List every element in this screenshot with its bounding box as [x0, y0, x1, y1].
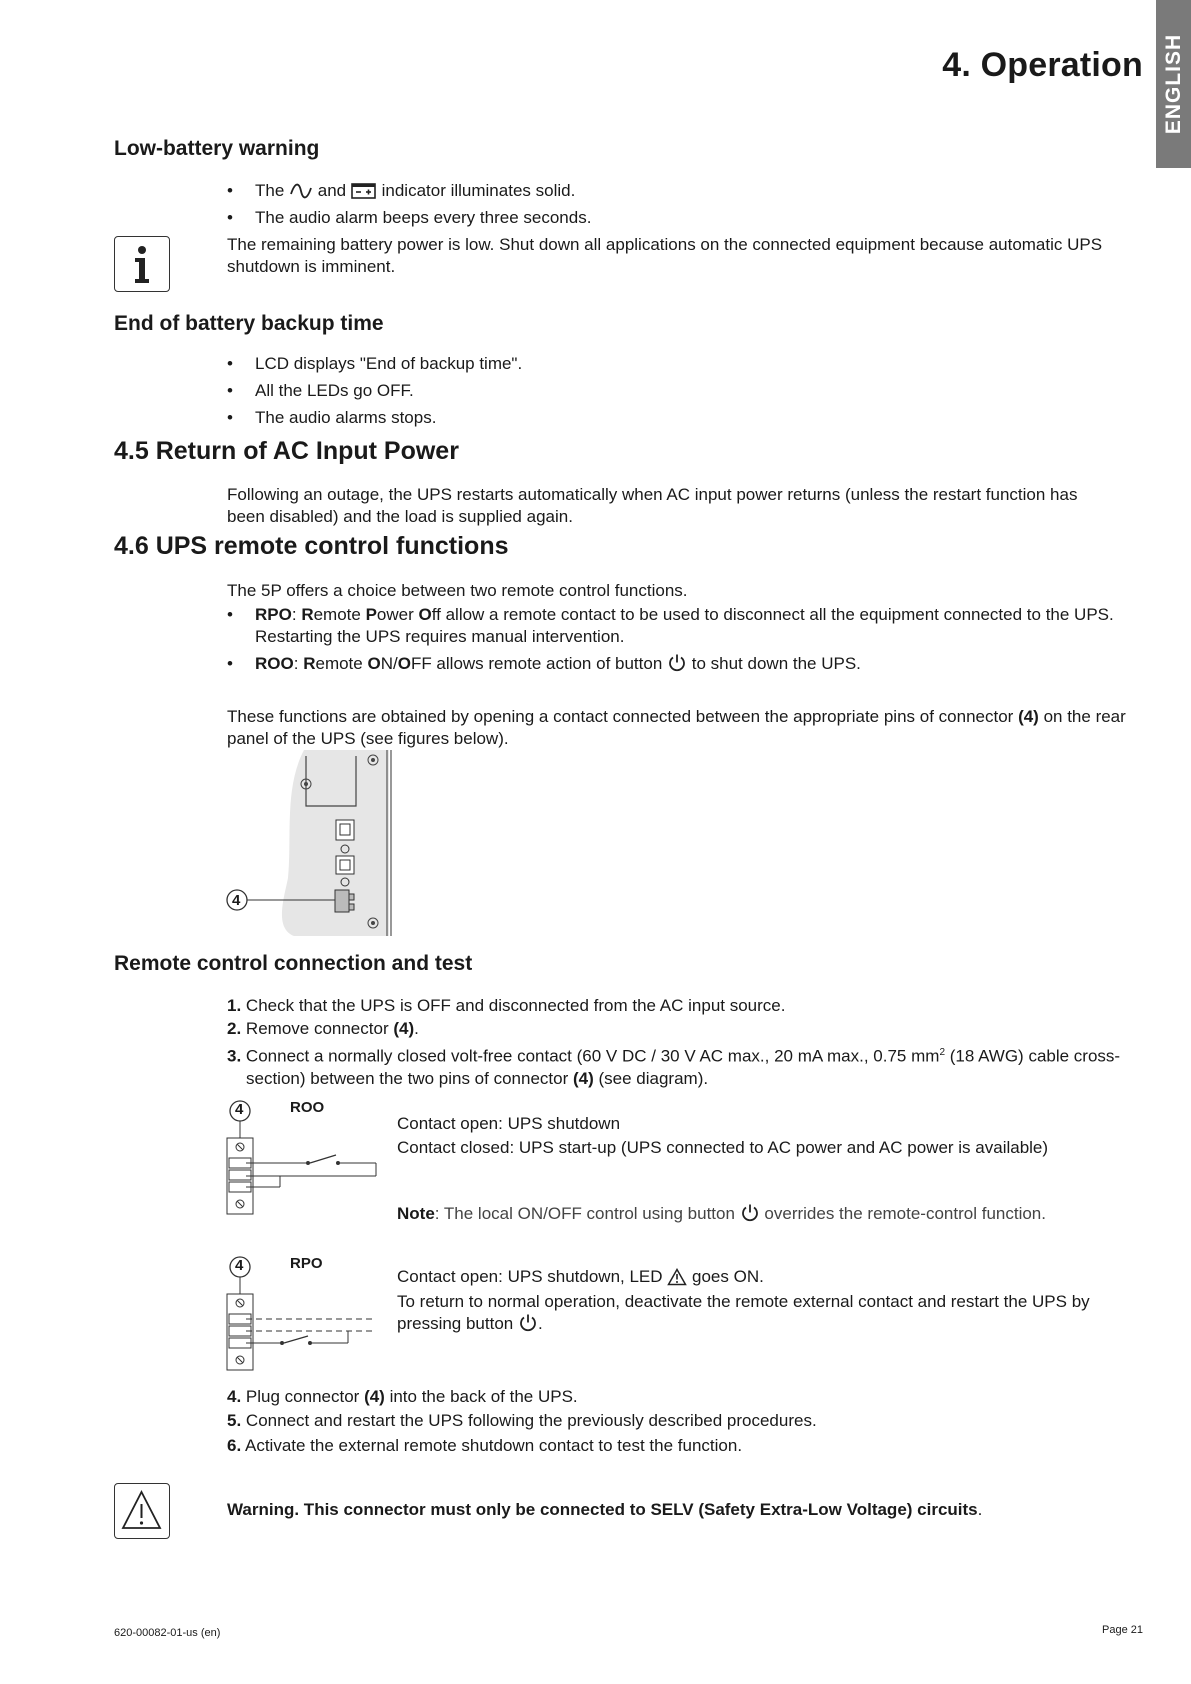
functions-description: These functions are obtained by opening a contact connected between the appropriate pins of connector (4) on the rear panel of the UPS (see figures below). [227, 707, 1126, 748]
end-backup-list [227, 353, 1127, 429]
rear-panel-figure [224, 748, 394, 938]
rpo-label: RPO [290, 1255, 323, 1272]
battery-icon [351, 182, 377, 200]
rpo-return-text: To return to normal operation, deactivate the remote external contact and restart the UPS by pressing button . [397, 1292, 1090, 1333]
power-button-icon [740, 1203, 760, 1223]
low-battery-info-text: The remaining battery power is low. Shut down all applications on the connected equipment because automatic UPS shutdown is imminent. [227, 235, 1103, 276]
list-item: • The and indicator illuminates solid. [227, 180, 1127, 202]
roo-contact-open: Contact open: UPS shutdown [397, 1114, 621, 1133]
list-item: • LCD displays "End of backup time". [227, 353, 1127, 375]
list-item: • The audio alarms stops. [227, 407, 1127, 429]
list-item: • RPO: Remote Power Off allow a remote contact to be used to disconnect all the equipment connected to the UPS. Restarting the UPS requires manual intervention. [227, 604, 1127, 648]
footer-doc-id: 620-00082-01-us (en) [114, 1627, 221, 1639]
power-button-icon [518, 1313, 538, 1333]
info-icon [114, 236, 170, 292]
step-2: 2. Remove connector (4). [227, 1019, 419, 1038]
step-6: 6. Activate the external remote shutdown contact to test the function. [227, 1436, 743, 1455]
section-4-6-heading: 4.6 UPS remote control functions [114, 532, 509, 560]
roo-note: Note: The local ON/OFF control using button overrides the remote-control function. [397, 1204, 1046, 1223]
rpo-contact-open: Contact open: UPS shutdown, LED goes ON. [397, 1267, 764, 1286]
language-tab [1156, 0, 1191, 168]
warning-triangle-icon [114, 1483, 170, 1539]
roo-wiring-diagram [224, 1100, 384, 1215]
remote-test-heading: Remote control connection and test [114, 952, 473, 975]
step-1: 1. Check that the UPS is OFF and disconnected from the AC input source. [227, 996, 786, 1015]
rpo-callout: 4 [235, 1257, 244, 1274]
list-item: • All the LEDs go OFF. [227, 380, 1127, 402]
remote-functions-list [227, 604, 1127, 675]
warning-text: Warning. This connector must only be connected to SELV (Safety Extra-Low Voltage) circuits. [227, 1500, 983, 1519]
roo-label: ROO [290, 1099, 325, 1116]
warning-triangle-icon [667, 1268, 687, 1286]
section-4-5-heading: 4.5 Return of AC Input Power [114, 437, 459, 465]
list-item: • The audio alarm beeps every three seconds. [227, 207, 1127, 229]
rear-panel-callout: 4 [232, 892, 241, 909]
end-backup-heading: End of battery backup time [114, 312, 384, 335]
footer-page-number: Page 21 [1102, 1624, 1143, 1636]
rpo-wiring-diagram [224, 1256, 384, 1371]
low-battery-heading: Low-battery warning [114, 137, 320, 160]
sine-wave-icon [289, 182, 313, 200]
step-4: 4. Plug connector (4) into the back of the UPS. [227, 1387, 578, 1406]
low-battery-list [227, 180, 1127, 229]
section-4-6-intro: The 5P offers a choice between two remote control functions. [227, 581, 688, 600]
chapter-title: 4. Operation [942, 46, 1143, 84]
section-4-5-text: Following an outage, the UPS restarts automatically when AC input power returns (unless the restart function has been disabled) and the load is supplied again. [227, 485, 1078, 526]
language-tab-label: ENGLISH [1161, 33, 1185, 135]
step-3: 3. Connect a normally closed volt-free contact (60 V DC / 30 V AC max., 20 mA max., 0.75 $mm^2$ (18 AWG) cable cross-section) between the two pins of connector (4) (see diagram). [227, 1046, 1121, 1088]
step-5: 5. Connect and restart the UPS following the previously described procedures. [227, 1411, 817, 1430]
roo-contact-closed: Contact closed: UPS start-up (UPS connected to AC power and AC power is available) [397, 1138, 1049, 1157]
roo-callout: 4 [235, 1101, 244, 1118]
list-item: • ROO: Remote ON/OFF allows remote action of button to shut down the UPS. [227, 653, 1127, 675]
power-button-icon [667, 653, 687, 673]
